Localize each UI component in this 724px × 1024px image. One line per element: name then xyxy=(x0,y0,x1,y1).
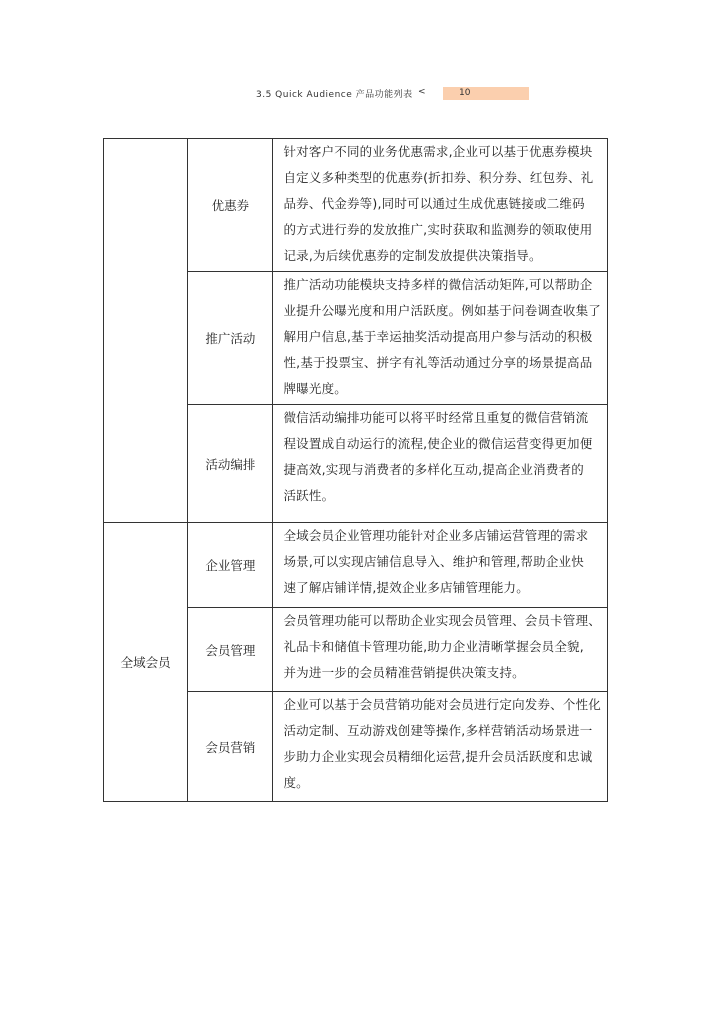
description-line: 度。 xyxy=(283,775,309,790)
table-row xyxy=(104,523,608,608)
description-line: 微信活动编排功能可以将平时经常且重复的微信营销流 xyxy=(283,410,589,425)
section-title: 3.5 Quick Audience 产品功能列表 xyxy=(256,90,413,100)
group-cell: 全域会员 xyxy=(104,523,188,802)
feature-name: 活动编排 xyxy=(188,405,273,523)
description-line: 礼品卡和储值卡管理功能,助力企业清晰掌握会员全貌, xyxy=(283,639,584,654)
feature-table xyxy=(103,138,608,802)
description-line: 性,基于投票宝、拼字有礼等活动通过分享的场景提高品 xyxy=(283,355,593,370)
description-line: 推广活动功能模块支持多样的微信活动矩阵,可以帮助企 xyxy=(283,277,593,292)
description-line: 场景,可以实现店铺信息导入、维护和管理,帮助企业快 xyxy=(283,554,584,569)
page-header xyxy=(256,87,427,100)
description-line: 活动定制、互动游戏创建等操作,多样营销活动场景进一 xyxy=(283,723,593,738)
group-cell xyxy=(104,139,188,523)
page-number-field[interactable]: 10 xyxy=(443,87,529,100)
description-line: 的方式进行券的发放推广,实时获取和监测券的领取使用 xyxy=(283,222,593,237)
feature-name: 会员营销 xyxy=(188,692,273,802)
description-line: 速了解店铺详情,提效企业多店铺管理能力。 xyxy=(283,580,529,595)
description-line: 程设置成自动运行的流程,使企业的微信运营变得更加便 xyxy=(283,436,593,451)
description-line: 自定义多种类型的优惠券(折扣券、积分券、红包券、礼 xyxy=(283,170,594,185)
feature-name: 推广活动 xyxy=(188,272,273,405)
table-row xyxy=(104,139,608,272)
description-line: 品券、代金券等),同时可以通过生成优惠链接或二维码 xyxy=(283,196,585,211)
description-line: 全域会员企业管理功能针对企业多店铺运营管理的需求 xyxy=(283,528,589,543)
description-line: 针对客户不同的业务优惠需求,企业可以基于优惠券模块 xyxy=(283,144,593,159)
description-line: 捷高效,实现与消费者的多样化互动,提高企业消费者的 xyxy=(283,462,584,477)
feature-name: 企业管理 xyxy=(188,523,273,608)
feature-name: 优惠券 xyxy=(188,139,273,272)
feature-description xyxy=(273,405,608,523)
description-line: 并为进一步的会员精准营销提供决策支持。 xyxy=(283,665,525,680)
feature-description xyxy=(273,523,608,608)
description-line: 记录,为后续优惠券的定制发放提供决策指导。 xyxy=(283,248,542,263)
description-line: 解用户信息,基于幸运抽奖活动提高用户参与活动的积极 xyxy=(283,329,593,344)
feature-description xyxy=(273,608,608,692)
description-line: 会员管理功能可以帮助企业实现会员管理、会员卡管理、 xyxy=(283,613,601,628)
description-line: 企业可以基于会员营销功能对会员进行定向发券、个性化 xyxy=(283,697,601,712)
description-line: 步助力企业实现会员精细化运营,提升会员活跃度和忠诚 xyxy=(283,749,593,764)
feature-description xyxy=(273,139,608,272)
feature-name: 会员管理 xyxy=(188,608,273,692)
description-line: 牌曝光度。 xyxy=(283,381,347,396)
description-line: 业提升公曝光度和用户活跃度。例如基于问卷调查收集了 xyxy=(283,303,601,318)
back-link[interactable]: < xyxy=(418,87,427,97)
feature-description xyxy=(273,272,608,405)
feature-description xyxy=(273,692,608,802)
description-line: 活跃性。 xyxy=(283,488,335,503)
